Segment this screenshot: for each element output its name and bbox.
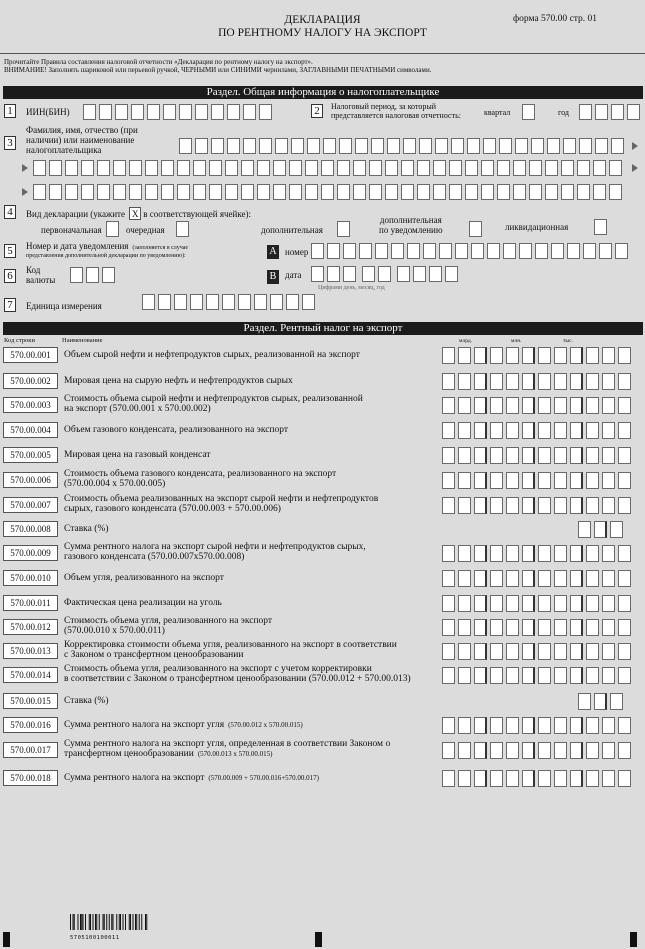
type-initial-label: первоначальная — [41, 225, 102, 235]
row-label-line2-text: сырых, газового конденсата (570.00.003 + 570.00.006) — [64, 503, 281, 514]
field-1-number: 1 — [4, 104, 16, 118]
notice-label — [26, 241, 266, 260]
row-label — [64, 426, 288, 436]
tax-period-label-line1: Налоговый период, за который — [331, 102, 436, 111]
row-label-line2-text: газового конденсата (570.00.007x570.00.008) — [64, 551, 245, 562]
type-additional-label: дополнительная — [261, 225, 323, 235]
type-liquidation-label: ликвидационная — [505, 222, 569, 232]
form-number — [513, 14, 597, 24]
notice-line1: Прочитайте Правила составления налоговой отчетности «Декларация по рентному налогу на экспорт». — [4, 58, 313, 66]
type-additional-notice-line2: по уведомлению — [379, 225, 443, 235]
row-code: 570.00.007 — [3, 497, 58, 513]
type-initial-checkbox[interactable] — [106, 221, 119, 237]
row-label-line2 — [64, 480, 336, 490]
form-title-line1: ДЕКЛАРАЦИЯ — [284, 14, 361, 26]
row-label — [64, 351, 360, 361]
column-tys-header: тыс. — [563, 338, 573, 344]
notice-number-marker: A — [267, 245, 279, 259]
row-code: 570.00.011 — [3, 595, 58, 611]
field-2-number: 2 — [311, 104, 323, 118]
row-code: 570.00.015 — [3, 693, 58, 709]
row-label-line1-text: Фактическая цена реализации на уголь — [64, 598, 222, 608]
row-label — [64, 721, 303, 731]
notice-date-marker: B — [267, 270, 279, 284]
type-liquidation-checkbox[interactable] — [594, 219, 607, 235]
row-label-line1-text: Ставка (%) — [64, 696, 109, 706]
amount-input[interactable] — [442, 619, 634, 636]
taxpayer-name-label — [26, 125, 138, 155]
row-code: 570.00.017 — [3, 742, 58, 758]
row-label-line2-text: (570.00.004 x 570.00.005) — [64, 478, 166, 489]
amount-input[interactable] — [442, 422, 634, 439]
declaration-type-label — [26, 207, 251, 220]
amount-input[interactable] — [442, 447, 634, 464]
row-label-line2 — [64, 675, 411, 685]
row-label — [64, 641, 397, 660]
notice-label-note1: (заполняется в случае — [132, 245, 189, 251]
row-label — [64, 495, 378, 514]
year-input[interactable] — [579, 104, 643, 120]
type-additional-checkbox[interactable] — [337, 221, 350, 237]
amount-input[interactable] — [442, 570, 634, 587]
row-label-line2-text: в соответствии с Законом о трансфертном ценообразовании (570.00.012 + 570.00.013) — [64, 673, 411, 684]
row-label-line1-text: Объем сырой нефти и нефтепродуктов сырых, реализованной на экспорт — [64, 350, 360, 360]
row-label-line1 — [64, 697, 109, 707]
row-code: 570.00.009 — [3, 545, 58, 561]
amount-input[interactable] — [442, 742, 634, 759]
rate-input[interactable] — [578, 521, 626, 538]
row-label-line1 — [64, 721, 303, 731]
row-code: 570.00.001 — [3, 347, 58, 363]
row-label-line2-text: на экспорт (570.00.001 x 570.00.002) — [64, 403, 211, 414]
row-label — [64, 665, 411, 684]
column-mlrd-header: млрд. — [459, 338, 473, 344]
row-label-line1 — [64, 351, 360, 361]
section-general-title: Раздел. Общая информация о налогоплательщике — [3, 86, 643, 99]
type-additional-notice-line1: дополнительная — [379, 215, 442, 225]
row-code: 570.00.008 — [3, 521, 58, 537]
amount-input[interactable] — [442, 545, 634, 562]
row-label-line2 — [64, 750, 390, 760]
row-label-line1-text: Сумма рентного налога на экспорт угля, определенная в соответствии Законом о — [64, 739, 391, 749]
rate-input[interactable] — [578, 693, 626, 710]
type-regular-label: очередная — [126, 225, 165, 235]
amount-input[interactable] — [442, 770, 634, 787]
field-3-number: 3 — [4, 136, 16, 150]
corner-mark-bottom-left — [3, 932, 10, 947]
row-code: 570.00.018 — [3, 770, 58, 786]
barcode — [70, 914, 150, 941]
row-code: 570.00.012 — [3, 619, 58, 635]
form-title-line2: ПО РЕНТНОМУ НАЛОГУ НА ЭКСПОРТ — [218, 27, 427, 39]
form-label: форма 570.00 — [513, 14, 568, 24]
amount-input[interactable] — [442, 643, 634, 660]
row-label-line2-text: трансфертном ценообразовании — [64, 748, 194, 759]
row-label — [64, 525, 109, 535]
row-label-line1 — [64, 525, 109, 535]
row-code: 570.00.010 — [3, 570, 58, 586]
currency-code-label-line2: валюты — [26, 275, 56, 285]
row-label — [64, 599, 222, 609]
row-label-line1-text: Стоимость объема сырой нефти и нефтепродуктов сырых, реализованной — [64, 394, 363, 404]
row-label — [64, 617, 272, 636]
row-code: 570.00.006 — [3, 472, 58, 488]
unit-label: Единица измерения — [26, 301, 102, 311]
unit-input[interactable] — [142, 294, 318, 310]
row-code: 570.00.014 — [3, 667, 58, 683]
field-6-number: 6 — [4, 269, 16, 283]
row-label-line1 — [64, 426, 288, 436]
barcode-number: 5705100100011 — [70, 935, 120, 941]
continue-arrow-icon — [632, 142, 638, 150]
row-label-line1-text: Корректировка стоимости объема угля, реализованного на экспорт в соответствии — [64, 640, 397, 650]
amount-input[interactable] — [442, 497, 634, 514]
taxpayer-name-label-line2: наличии) или наименование — [26, 135, 135, 145]
row-label-line2-text: (570.00.010 x 570.00.011) — [64, 625, 165, 636]
column-code-header: Код строки — [4, 337, 35, 344]
type-additional-notice-checkbox[interactable] — [469, 221, 482, 237]
row-label-line1-text: Стоимость объема реализованных на экспорт сырой нефти и нефтепродуктов — [64, 494, 379, 504]
field-7-number: 7 — [4, 298, 16, 312]
row-label-line1-text: Сумма рентного налога на экспорт сырой нефти и нефтепродуктов сырых, — [64, 542, 366, 552]
row-label-line2-text: с Законом о трансфертном ценообразовании — [64, 649, 244, 660]
continue-arrow-icon — [632, 164, 638, 172]
row-label-line1 — [64, 774, 319, 784]
taxpayer-name-label-line1: Фамилия, имя, отчество (при — [26, 125, 138, 135]
amount-input[interactable] — [442, 595, 634, 612]
row-code: 570.00.016 — [3, 717, 58, 733]
tax-period-label-line2: представляется налоговая отчетность: — [331, 111, 461, 120]
quarter-label: квартал — [484, 108, 511, 117]
notice-label-note2: представления дополнительной декларации по уведомлению): — [26, 253, 186, 259]
quarter-input[interactable] — [522, 104, 535, 120]
instructions-notice — [4, 58, 644, 74]
field-5-number: 5 — [4, 244, 16, 258]
type-additional-notice-label — [379, 215, 443, 235]
date-hint: Цифрами день, месяц, год — [318, 285, 385, 291]
form-title — [200, 14, 445, 40]
column-name-header: Наименование — [62, 337, 103, 344]
iin-input[interactable] — [83, 104, 275, 120]
row-code: 570.00.013 — [3, 643, 58, 659]
column-mln-header: млн. — [511, 338, 522, 344]
continue-arrow-icon — [22, 164, 28, 172]
row-label-line1-text: Ставка (%) — [64, 524, 109, 534]
row-label-line1 — [64, 377, 293, 387]
row-formula: (570.00.013 x 570.00.015) — [197, 749, 273, 758]
row-label-line1-text: Стоимость объема угля, реализованного на экспорт — [64, 616, 273, 626]
amount-input[interactable] — [442, 472, 634, 489]
amount-input[interactable] — [442, 667, 634, 684]
page-label: стр. 01 — [569, 14, 598, 24]
row-label — [64, 470, 336, 489]
taxpayer-name-row3[interactable] — [33, 184, 625, 200]
section-rent-tax-title: Раздел. Рентный налог на экспорт — [3, 322, 643, 335]
row-label-line1 — [64, 574, 224, 584]
row-label — [64, 574, 224, 584]
row-label — [64, 740, 390, 759]
row-label — [64, 774, 319, 784]
currency-code-input[interactable] — [70, 267, 118, 283]
row-label-line1-text: Объем угля, реализованного на экспорт — [64, 573, 224, 583]
row-label-line2 — [64, 553, 366, 563]
iin-label: ИИН(БИН) — [26, 107, 70, 117]
row-label — [64, 395, 363, 414]
row-label-line1-text: Сумма рентного налога на экспорт — [64, 773, 205, 783]
mark-example-box: X — [129, 207, 141, 220]
row-label-line1-text: Объем газового конденсата, реализованного на экспорт — [64, 425, 289, 435]
notice-date-label: дата — [285, 270, 302, 280]
row-label — [64, 377, 293, 387]
row-code: 570.00.003 — [3, 397, 58, 413]
row-label — [64, 543, 366, 562]
type-regular-checkbox[interactable] — [176, 221, 189, 237]
amount-input[interactable] — [442, 347, 634, 364]
continue-arrow-icon — [22, 188, 28, 196]
row-label-line1-text: Стоимость объема газового конденсата, реализованного на экспорт — [64, 469, 337, 479]
row-formula: (570.00.012 x 570.00.015) — [228, 721, 303, 729]
amount-input[interactable] — [442, 373, 634, 390]
row-formula: (570.00.009 + 570.00.016+570.00.017) — [208, 774, 319, 782]
taxpayer-name-row2[interactable] — [33, 160, 625, 176]
notice-line2: ВНИМАНИЕ! Заполнять шариковой или перьевой ручкой, ЧЕРНЫМИ или СИНИМИ чернилами, ЗАГЛАВНЫМИ ПЕЧАТНЫМИ символами. — [4, 66, 432, 74]
notice-number-label: номер — [285, 247, 309, 257]
currency-code-label — [26, 265, 55, 285]
field-4-number: 4 — [4, 205, 16, 219]
declaration-type-label-tail: в соответствующей ячейке): — [143, 209, 251, 219]
row-label — [64, 451, 210, 461]
taxpayer-name-label-line3: налогоплательщика — [26, 145, 102, 155]
declaration-type-label-text: Вид декларации (укажите — [26, 209, 125, 219]
corner-mark-bottom-center — [315, 932, 322, 947]
year-label: год — [558, 108, 569, 117]
header-divider — [0, 53, 645, 54]
row-label-line2 — [64, 651, 397, 661]
amount-input[interactable] — [442, 717, 634, 734]
notice-label-text: Номер и дата уведомления — [26, 241, 129, 251]
currency-code-label-line1: Код — [26, 265, 41, 275]
row-code: 570.00.005 — [3, 447, 58, 463]
row-label-line2 — [64, 505, 378, 515]
row-label-line1-text: Стоимость объема угля, реализованного на экспорт с учетом корректировки — [64, 664, 372, 674]
barcode-image — [70, 914, 150, 930]
row-label-line1-text: Мировая цена на газовый конденсат — [64, 450, 211, 460]
amount-input[interactable] — [442, 397, 634, 414]
tax-period-label — [331, 102, 461, 120]
row-label-line2 — [64, 627, 272, 637]
row-label-line1-text: Мировая цена на сырую нефть и нефтепродуктов сырых — [64, 376, 293, 386]
notice-number-input[interactable] — [311, 243, 631, 259]
row-code: 570.00.004 — [3, 422, 58, 438]
row-label-line1 — [64, 451, 210, 461]
row-code: 570.00.002 — [3, 373, 58, 389]
row-label-line1-text: Сумма рентного налога на экспорт угля — [64, 720, 225, 730]
taxpayer-name-row1[interactable] — [179, 138, 627, 154]
row-label-line2 — [64, 405, 363, 415]
row-label-line1 — [64, 599, 222, 609]
corner-mark-bottom-right — [630, 932, 637, 947]
row-label — [64, 697, 109, 707]
notice-date-input[interactable] — [311, 266, 461, 282]
